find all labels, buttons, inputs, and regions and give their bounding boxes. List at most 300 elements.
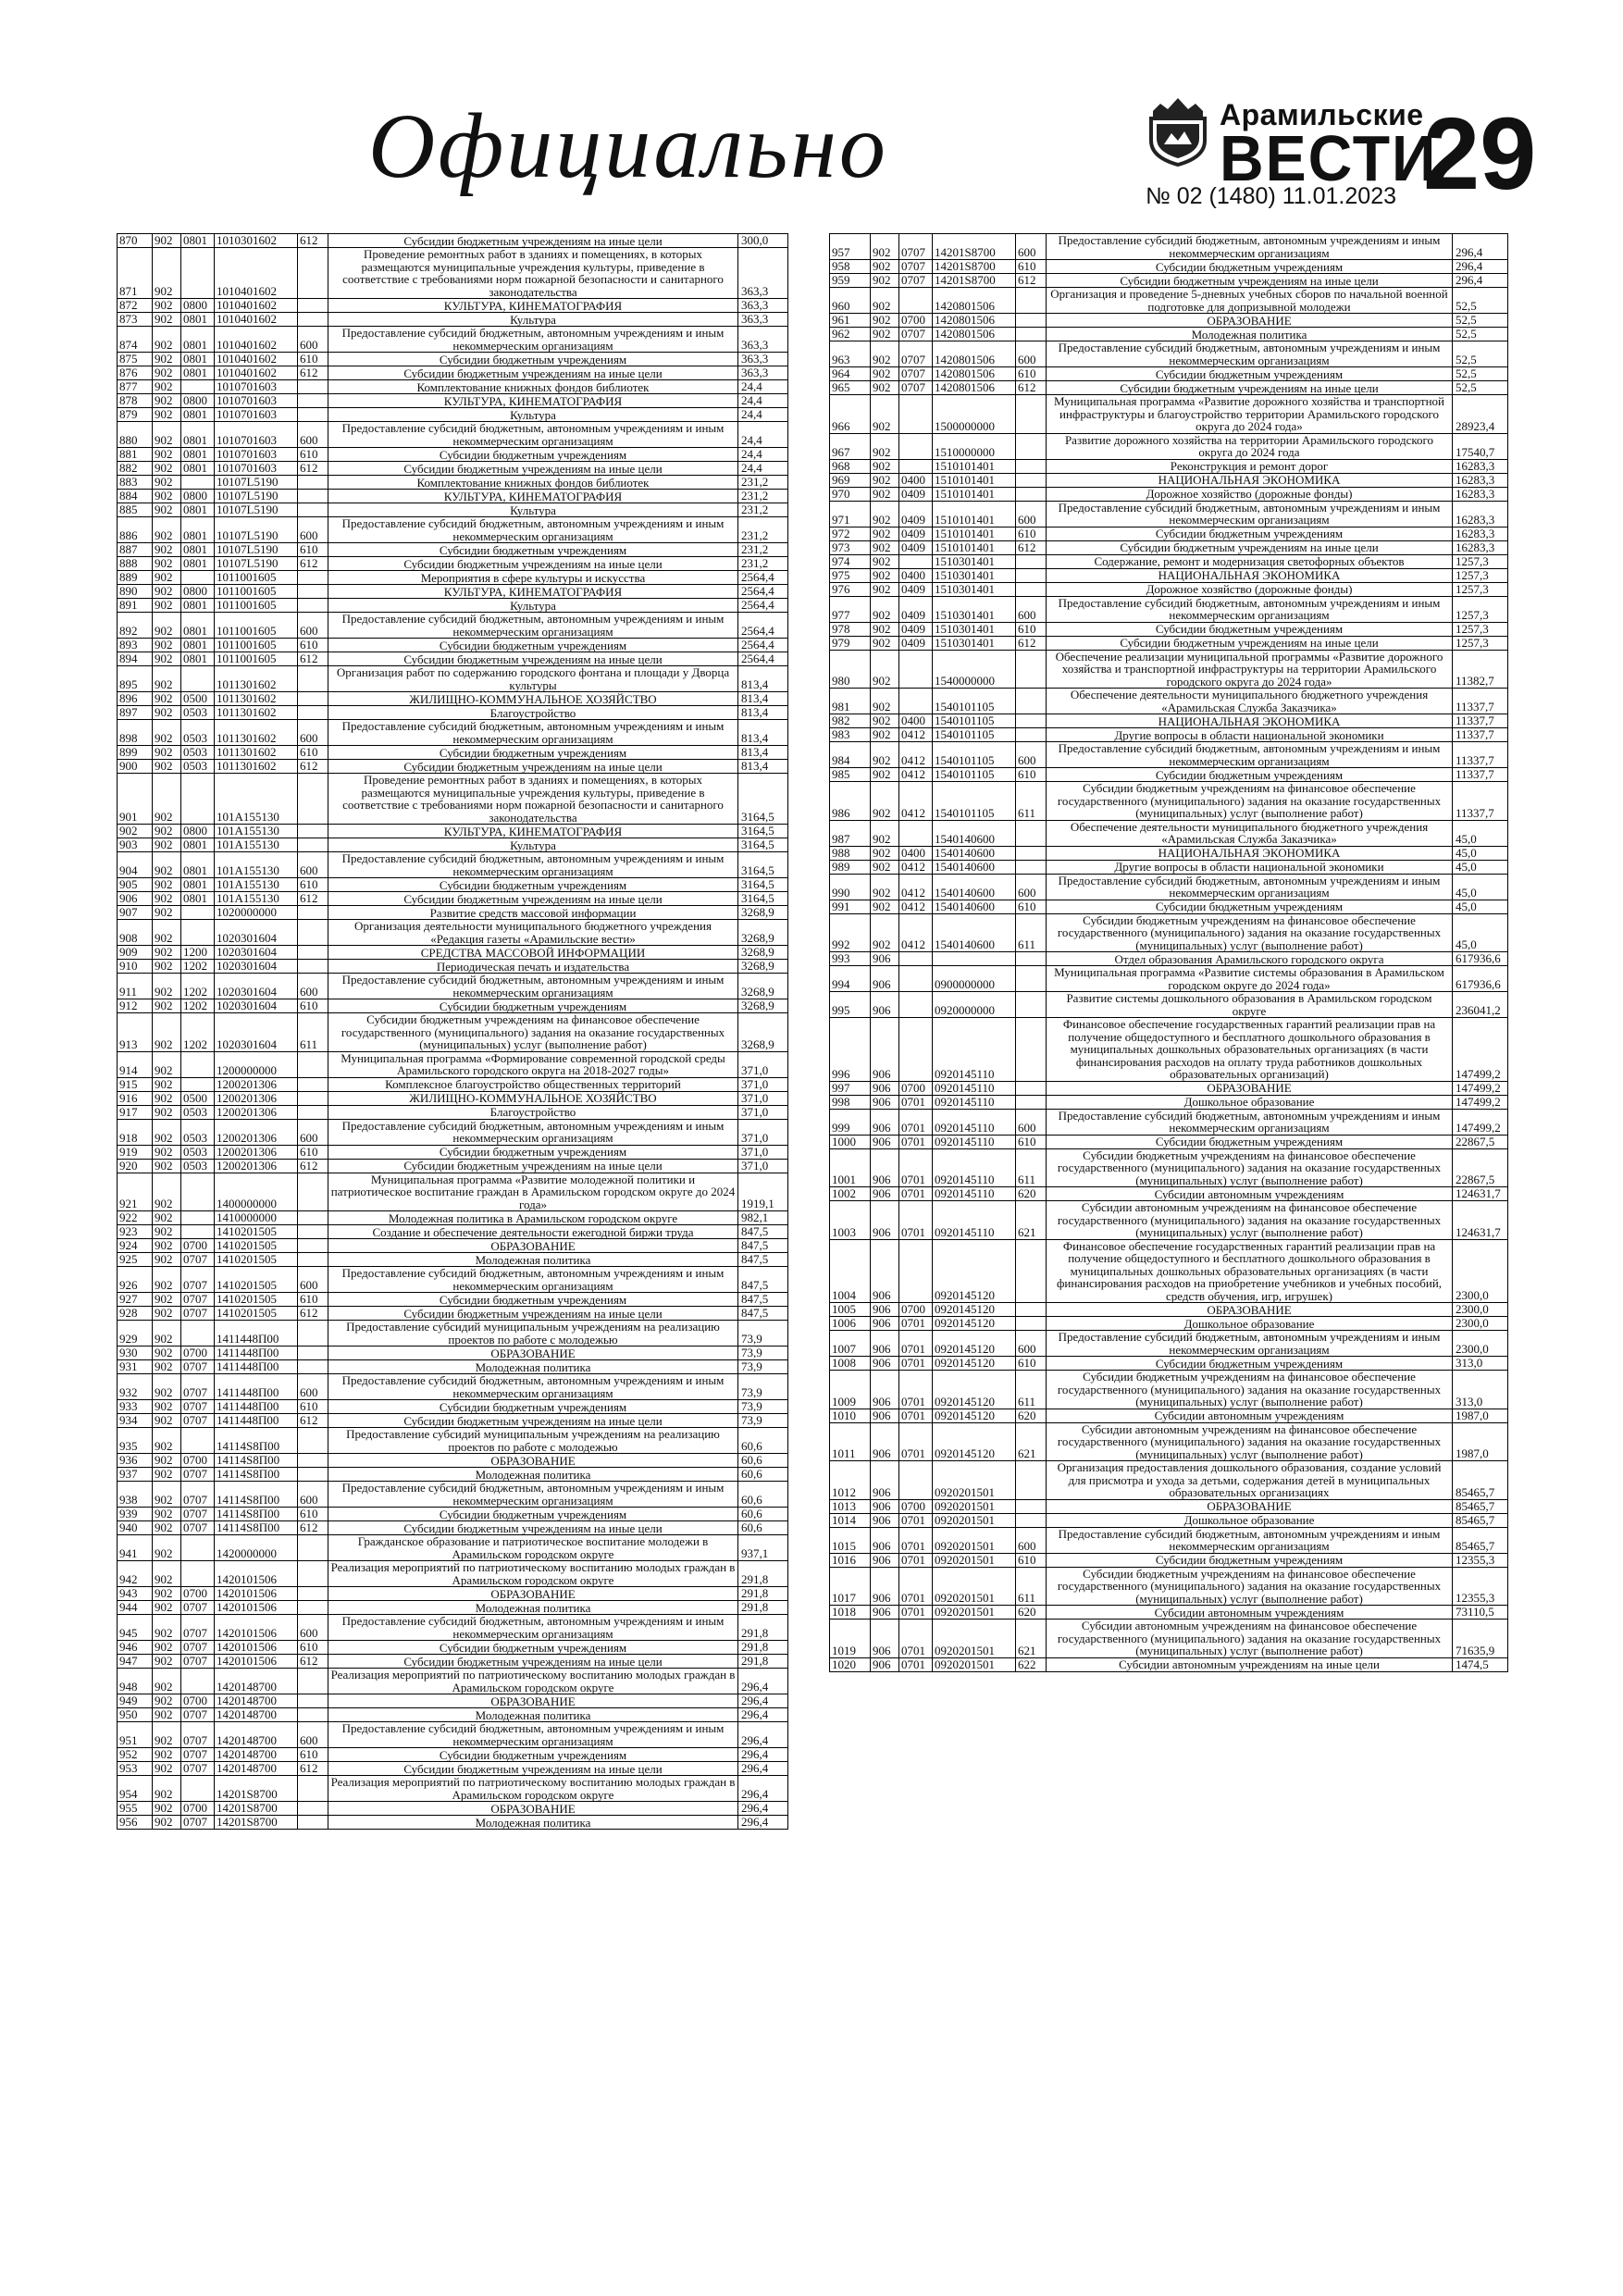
row-number: 962 (830, 328, 871, 341)
table-row (830, 1187, 1508, 1201)
expense-type (298, 1225, 328, 1239)
target-code: 1540140600 (933, 846, 1016, 860)
expense-type: 612 (298, 557, 328, 571)
row-number: 957 (830, 234, 871, 260)
section-code: 0409 (899, 540, 933, 554)
section-code: 0800 (181, 394, 215, 408)
admin-code: 902 (153, 1762, 181, 1776)
expense-type (298, 1468, 328, 1482)
description: Содержание, ремонт и модернизация светофорных объектов (1047, 554, 1453, 568)
target-code: 1411448П00 (215, 1321, 298, 1347)
table-row (118, 1535, 788, 1561)
admin-code: 902 (153, 557, 181, 571)
amount: 16283,3 (1453, 459, 1508, 473)
description: Комплектование книжных фондов библиотек (328, 380, 738, 394)
description: Муниципальная программа «Развитие молодежной политики и патриотическое воспитание граждан в Арамильском городском округе до 2024 года» (328, 1173, 738, 1211)
row-number: 878 (118, 394, 153, 408)
expense-type: 610 (298, 353, 328, 366)
row-number: 918 (118, 1119, 153, 1145)
expense-type (298, 1535, 328, 1561)
admin-code: 902 (153, 1267, 181, 1293)
description: Субсидии автономным учреждениям (1047, 1187, 1453, 1201)
amount: 1257,3 (1453, 622, 1508, 636)
expense-type (298, 380, 328, 394)
table-row (830, 622, 1508, 636)
expense-type: 600 (298, 517, 328, 543)
amount: 11337,7 (1453, 689, 1508, 714)
admin-code: 902 (153, 1482, 181, 1508)
section-code: 0707 (181, 1615, 215, 1641)
amount: 85465,7 (1453, 1499, 1508, 1513)
description: Гражданское образование и патриотическое воспитание молодежи в Арамильском городском округе (328, 1535, 738, 1561)
admin-code: 902 (153, 746, 181, 760)
admin-code: 902 (153, 1307, 181, 1321)
section-code (899, 966, 933, 992)
description: Реализация мероприятий по патриотическому воспитанию молодых граждан в Арамильском городском округе (328, 1669, 738, 1694)
section-code: 0701 (899, 1513, 933, 1527)
target-code: 1540140600 (933, 860, 1016, 874)
table-row (830, 1357, 1508, 1371)
target-code: 0920145110 (933, 1135, 1016, 1148)
row-number: 948 (118, 1669, 153, 1694)
row-number: 945 (118, 1615, 153, 1641)
description: ОБРАЗОВАНИЕ (328, 1239, 738, 1253)
description: Субсидии бюджетным учреждениям на иные цели (328, 462, 738, 476)
amount: 73,9 (738, 1360, 788, 1374)
table-row (118, 1414, 788, 1428)
admin-code: 906 (871, 1303, 899, 1317)
admin-code: 902 (153, 448, 181, 462)
expense-type (298, 1051, 328, 1077)
expense-type: 600 (1016, 596, 1047, 622)
admin-code: 902 (153, 706, 181, 720)
description: Организация деятельности муниципального бюджетного учреждения «Редакция газеты «Арамильские вести» (328, 920, 738, 946)
section-code: 0700 (899, 1081, 933, 1095)
section-code: 0409 (899, 622, 933, 636)
row-number: 987 (830, 820, 871, 846)
expense-type: 611 (1016, 913, 1047, 952)
expense-type: 621 (1016, 1422, 1047, 1461)
target-code: 1011001605 (215, 571, 298, 585)
table-row (830, 1239, 1508, 1303)
amount: 1257,3 (1453, 636, 1508, 650)
amount: 45,0 (1453, 846, 1508, 860)
row-number: 967 (830, 433, 871, 459)
expense-type: 621 (1016, 1201, 1047, 1240)
target-code: 1410201505 (215, 1253, 298, 1267)
row-number: 949 (118, 1694, 153, 1708)
expense-type: 611 (1016, 1148, 1047, 1187)
table-row (118, 1762, 788, 1776)
description: Молодежная политика (328, 1468, 738, 1482)
description: Проведение ремонтных работ в зданиях и помещениях, в которых размещаются муниципальные учреждения культуры, приведение в соответствие с требованиями норм пожарной безопасности и санитарного законодательства (328, 774, 738, 825)
description: Предоставление субсидий бюджетным, автономным учреждениям и иным некоммерческим организациям (1047, 742, 1453, 768)
target-code: 0920145120 (933, 1331, 1016, 1357)
section-code: 0700 (899, 314, 933, 328)
amount: 85465,7 (1453, 1513, 1508, 1527)
target-code: 1420801506 (933, 381, 1016, 395)
table-row (830, 1409, 1508, 1422)
admin-code: 906 (871, 1527, 899, 1553)
section-code (181, 571, 215, 585)
amount: 2564,4 (738, 639, 788, 652)
target-code: 0920145110 (933, 1018, 1016, 1082)
description: Субсидии автономным учреждениям на финансовое обеспечение государственного (муниципального) задания на оказание государственных (муниципальных) услуг (выполнение работ) (1047, 1620, 1453, 1658)
description: Субсидии бюджетным учреждениям (328, 999, 738, 1013)
admin-code: 902 (153, 666, 181, 692)
amount: 2300,0 (1453, 1317, 1508, 1331)
admin-code: 902 (153, 760, 181, 774)
admin-code: 902 (153, 476, 181, 490)
amount: 363,3 (738, 366, 788, 380)
description: Субсидии бюджетным учреждениям на иные цели (1047, 540, 1453, 554)
expense-type (298, 599, 328, 613)
table-row (118, 666, 788, 692)
expense-type: 610 (298, 999, 328, 1013)
section-code: 0700 (181, 1347, 215, 1360)
table-row (118, 234, 788, 248)
table-row (118, 838, 788, 852)
admin-code: 906 (871, 1239, 899, 1303)
description: Молодежная политика (328, 1708, 738, 1722)
description: Реализация мероприятий по патриотическому воспитанию молодых граждан в Арамильском городском округе (328, 1561, 738, 1587)
description: ОБРАЗОВАНИЕ (1047, 1081, 1453, 1095)
expense-type (1016, 714, 1047, 728)
expense-type (1016, 1513, 1047, 1527)
table-row (118, 517, 788, 543)
section-code: 0707 (181, 1267, 215, 1293)
expense-type: 610 (1016, 367, 1047, 381)
expense-type: 610 (1016, 900, 1047, 913)
amount: 60,6 (738, 1428, 788, 1454)
description: Субсидии бюджетным учреждениям (1047, 1357, 1453, 1371)
row-number: 1017 (830, 1567, 871, 1606)
amount: 371,0 (738, 1159, 788, 1173)
table-row (830, 1422, 1508, 1461)
expense-type: 600 (298, 1482, 328, 1508)
section-code: 0707 (899, 274, 933, 288)
expense-type: 600 (298, 852, 328, 878)
description: КУЛЬТУРА, КИНЕМАТОГРАФИЯ (328, 299, 738, 313)
admin-code: 902 (871, 728, 899, 742)
description: Предоставление субсидий бюджетным, автономным учреждениям и иным некоммерческим организациям (328, 422, 738, 448)
table-row (830, 650, 1508, 689)
description: Благоустройство (328, 706, 738, 720)
section-code: 0800 (181, 825, 215, 838)
description: Субсидии бюджетным учреждениям (1047, 768, 1453, 782)
amount: 22867,5 (1453, 1135, 1508, 1148)
row-number: 974 (830, 554, 871, 568)
section-code: 0707 (181, 1307, 215, 1321)
amount: 296,4 (738, 1762, 788, 1776)
description: Дорожное хозяйство (дорожные фонды) (1047, 582, 1453, 596)
section-code: 0801 (181, 422, 215, 448)
section-code: 0801 (181, 652, 215, 666)
expense-type (298, 313, 328, 327)
target-code: 0920000000 (933, 992, 1016, 1018)
row-number: 905 (118, 878, 153, 892)
description: Субсидии бюджетным учреждениям на иные цели (328, 652, 738, 666)
admin-code: 906 (871, 1095, 899, 1109)
section-code (181, 1211, 215, 1225)
amount: 28923,4 (1453, 395, 1508, 434)
row-number: 938 (118, 1482, 153, 1508)
table-row (830, 288, 1508, 314)
admin-code: 902 (871, 714, 899, 728)
amount: 22867,5 (1453, 1148, 1508, 1187)
row-number: 966 (830, 395, 871, 434)
row-number: 883 (118, 476, 153, 490)
admin-code: 906 (871, 1371, 899, 1409)
target-code: 1510101401 (933, 540, 1016, 554)
expense-type (298, 1105, 328, 1119)
section-code: 0701 (899, 1527, 933, 1553)
amount: 2564,4 (738, 585, 788, 599)
expense-type (298, 1669, 328, 1694)
admin-code: 902 (153, 1521, 181, 1535)
section-code (899, 1018, 933, 1082)
table-row (830, 1201, 1508, 1240)
section-code: 0701 (899, 1148, 933, 1187)
target-code: 1011001605 (215, 613, 298, 639)
table-row (830, 1620, 1508, 1658)
description: Субсидии бюджетным учреждениям на финансовое обеспечение государственного (муниципального) задания на оказание государственных (муниципальных) услуг (выполнение работ) (1047, 1371, 1453, 1409)
admin-code: 902 (153, 517, 181, 543)
section-code: 1202 (181, 974, 215, 999)
expense-type: 621 (1016, 1620, 1047, 1658)
table-row (118, 1587, 788, 1601)
table-row (118, 585, 788, 599)
section-code: 0700 (899, 1499, 933, 1513)
expense-type (1016, 952, 1047, 966)
section-code: 0707 (181, 1521, 215, 1535)
description: Культура (328, 408, 738, 422)
section-code: 0701 (899, 1567, 933, 1606)
description: Субсидии бюджетным учреждениям на иные цели (328, 760, 738, 774)
table-row (118, 380, 788, 394)
amount: 236041,2 (1453, 992, 1508, 1018)
target-code: 101A155130 (215, 878, 298, 892)
amount: 3268,9 (738, 906, 788, 920)
expense-type: 612 (298, 1762, 328, 1776)
section-code: 0700 (181, 1454, 215, 1468)
table-row (830, 596, 1508, 622)
target-code: 1420148700 (215, 1748, 298, 1762)
amount: 11337,7 (1453, 782, 1508, 821)
description: Субсидии бюджетным учреждениям (328, 353, 738, 366)
admin-code: 902 (871, 314, 899, 328)
table-row (830, 1303, 1508, 1317)
row-number: 876 (118, 366, 153, 380)
admin-code: 902 (153, 974, 181, 999)
admin-code: 902 (153, 906, 181, 920)
amount: 2564,4 (738, 571, 788, 585)
row-number: 937 (118, 1468, 153, 1482)
amount: 85465,7 (1453, 1461, 1508, 1500)
expense-type (1016, 966, 1047, 992)
expense-type (298, 408, 328, 422)
amount: 16283,3 (1453, 473, 1508, 487)
target-code: 10107L5190 (215, 517, 298, 543)
admin-code: 902 (871, 367, 899, 381)
admin-code: 902 (153, 1615, 181, 1641)
expense-type: 600 (298, 1267, 328, 1293)
newspaper-brand (1220, 98, 1438, 194)
admin-code: 906 (871, 1081, 899, 1095)
table-row (830, 913, 1508, 952)
section-code: 0701 (899, 1371, 933, 1409)
section-code: 0707 (899, 328, 933, 341)
section-code: 0503 (181, 760, 215, 774)
amount: 813,4 (738, 666, 788, 692)
section-code: 0400 (899, 568, 933, 582)
row-number: 990 (830, 874, 871, 900)
section-code: 0707 (181, 1482, 215, 1508)
target-code: 1011301602 (215, 706, 298, 720)
section-code: 0707 (181, 1468, 215, 1482)
section-code: 0503 (181, 1105, 215, 1119)
amount: 24,4 (738, 380, 788, 394)
amount: 847,5 (738, 1225, 788, 1239)
description: Субсидии бюджетным учреждениям на финансовое обеспечение государственного (муниципального) задания на оказание государственных (муниципальных) услуг (выполнение работ) (1047, 913, 1453, 952)
row-number: 947 (118, 1655, 153, 1669)
description: Предоставление субсидий бюджетным, автономным учреждениям и иным некоммерческим организациям (328, 1267, 738, 1293)
target-code: 14201S8700 (215, 1776, 298, 1802)
row-number: 1000 (830, 1135, 871, 1148)
expense-type (298, 1091, 328, 1105)
description: Предоставление субсидий бюджетным, автономным учреждениям и иным некоммерческим организациям (1047, 234, 1453, 260)
amount: 24,4 (738, 408, 788, 422)
target-code: 1200201306 (215, 1145, 298, 1159)
expense-type (298, 1816, 328, 1830)
admin-code: 902 (871, 622, 899, 636)
amount: 147499,2 (1453, 1095, 1508, 1109)
expense-type (1016, 1499, 1047, 1513)
expense-type: 600 (1016, 341, 1047, 367)
expense-type (298, 1694, 328, 1708)
section-code: 0700 (181, 1694, 215, 1708)
section-code: 0400 (899, 473, 933, 487)
expense-type: 600 (1016, 1331, 1047, 1357)
table-row (118, 462, 788, 476)
section-code: 0707 (181, 1816, 215, 1830)
expense-type: 620 (1016, 1606, 1047, 1620)
amount: 17540,7 (1453, 433, 1508, 459)
amount: 12355,3 (1453, 1567, 1508, 1606)
row-number: 981 (830, 689, 871, 714)
description: Субсидии бюджетным учреждениям на иные цели (1047, 381, 1453, 395)
description: Предоставление субсидий бюджетным, автономным учреждениям и иным некоммерческим организациям (1047, 1527, 1453, 1553)
section-code: 0409 (899, 636, 933, 650)
target-code: 1010401602 (215, 366, 298, 380)
target-code: 0920145110 (933, 1187, 1016, 1201)
table-row (830, 341, 1508, 367)
table-row (830, 846, 1508, 860)
amount: 3164,5 (738, 774, 788, 825)
target-code: 1400000000 (215, 1173, 298, 1211)
target-code: 1010401602 (215, 313, 298, 327)
row-number: 884 (118, 490, 153, 503)
admin-code: 902 (153, 1374, 181, 1400)
section-code (181, 1776, 215, 1802)
admin-code: 902 (153, 652, 181, 666)
admin-code: 902 (871, 636, 899, 650)
admin-code: 902 (153, 774, 181, 825)
amount: 847,5 (738, 1253, 788, 1267)
target-code: 1540140600 (933, 900, 1016, 913)
target-code: 1200201306 (215, 1105, 298, 1119)
right-column (829, 233, 1508, 1672)
row-number: 908 (118, 920, 153, 946)
description: Субсидии бюджетным учреждениям (1047, 1553, 1453, 1567)
target-code: 10107L5190 (215, 557, 298, 571)
target-code: 0920201501 (933, 1567, 1016, 1606)
section-code (899, 459, 933, 473)
expense-type: 612 (298, 760, 328, 774)
admin-code: 902 (153, 946, 181, 960)
table-row (118, 1669, 788, 1694)
target-code: 0920201501 (933, 1513, 1016, 1527)
table-row (118, 920, 788, 946)
target-code: 1410201505 (215, 1307, 298, 1321)
section-code (899, 650, 933, 689)
amount: 363,3 (738, 353, 788, 366)
admin-code: 906 (871, 1620, 899, 1658)
target-code: 1420148700 (215, 1694, 298, 1708)
target-code: 1420101506 (215, 1587, 298, 1601)
section-code: 1202 (181, 999, 215, 1013)
description: Предоставление субсидий бюджетным, автономным учреждениям и иным некоммерческим организациям (328, 327, 738, 353)
description: Субсидии бюджетным учреждениям на иные цели (328, 1159, 738, 1173)
section-code: 0707 (899, 234, 933, 260)
row-number: 881 (118, 448, 153, 462)
table-row (118, 1077, 788, 1091)
amount: 52,5 (1453, 288, 1508, 314)
table-row (118, 448, 788, 462)
description: ОБРАЗОВАНИЕ (1047, 1499, 1453, 1513)
section-code: 0801 (181, 639, 215, 652)
section-code: 0707 (899, 341, 933, 367)
target-code: 1510101401 (933, 459, 1016, 473)
amount: 296,4 (738, 1722, 788, 1748)
amount: 296,4 (738, 1776, 788, 1802)
table-row (118, 760, 788, 774)
budget-table-right (829, 233, 1508, 1672)
target-code: 1200201306 (215, 1091, 298, 1105)
target-code: 1510101401 (933, 527, 1016, 540)
row-number: 941 (118, 1535, 153, 1561)
row-number: 977 (830, 596, 871, 622)
target-code: 1420101506 (215, 1641, 298, 1655)
expense-type: 600 (298, 327, 328, 353)
description: Реализация мероприятий по патриотическому воспитанию молодых граждан в Арамильском городском округе (328, 1776, 738, 1802)
expense-type (298, 1253, 328, 1267)
description: Предоставление субсидий муниципальным учреждениям на реализацию проектов по работе с молодежью (328, 1428, 738, 1454)
table-row (830, 1331, 1508, 1357)
row-number: 1009 (830, 1371, 871, 1409)
row-number: 897 (118, 706, 153, 720)
target-code: 1011001605 (215, 585, 298, 599)
amount: 3268,9 (738, 946, 788, 960)
amount: 371,0 (738, 1145, 788, 1159)
description: Обеспечение деятельности муниципального бюджетного учреждения «Арамильская Служба Заказчика» (1047, 689, 1453, 714)
row-number: 902 (118, 825, 153, 838)
table-row (830, 433, 1508, 459)
amount: 2300,0 (1453, 1331, 1508, 1357)
section-code: 0707 (181, 1748, 215, 1762)
brand-small: Арамильские (1220, 98, 1424, 131)
table-row (830, 487, 1508, 501)
